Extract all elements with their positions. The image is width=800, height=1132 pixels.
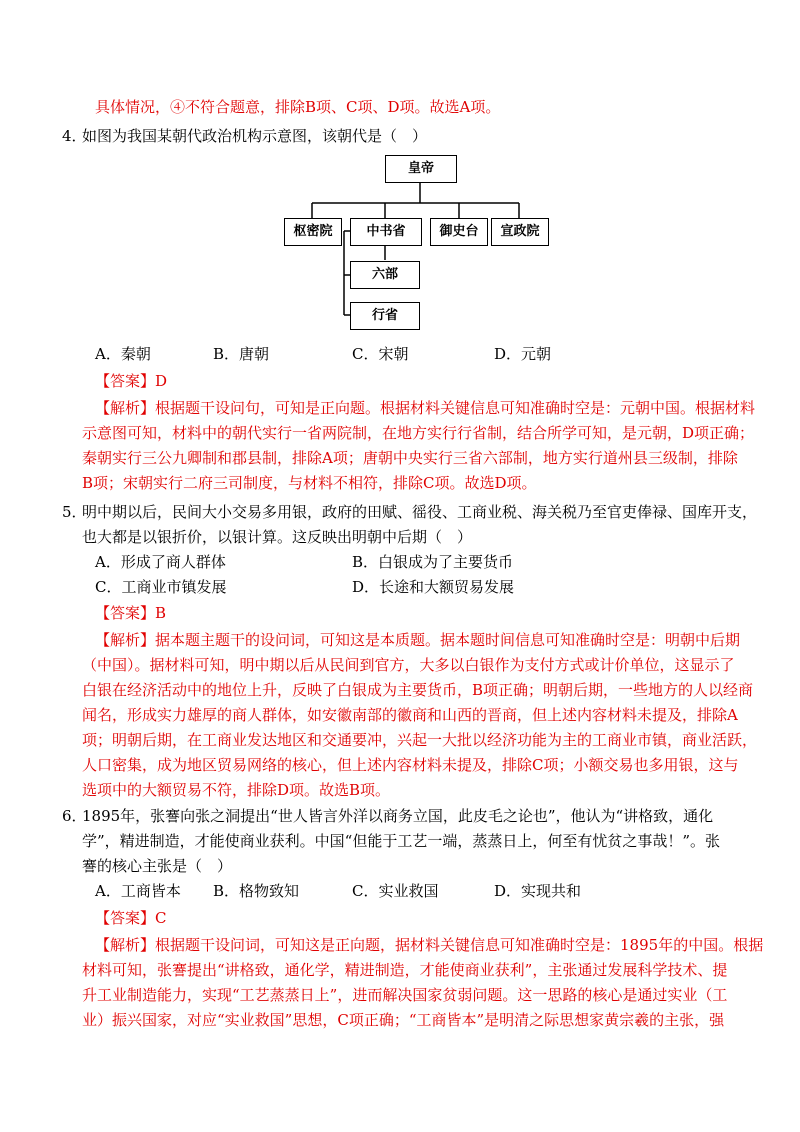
q5-answer [95, 603, 166, 623]
q5-analysis-line-2: （中国）。据材料可知，明中期以后从民间到官方，大多以白银作为支付方式或计价单位，这显示了 [82, 656, 735, 674]
question-4-stem: 如图为我国某朝代政治机构示意图，该朝代是（ ） [82, 127, 428, 145]
analysis-tag: 【解析】 [95, 399, 156, 417]
diagram-node-emperor: 皇帝 [385, 155, 457, 183]
q4-option-a[interactable]: A．秦朝 [95, 345, 151, 363]
q4-answer [95, 371, 167, 391]
diagram-node-yushitai: 御史台 [430, 218, 488, 246]
question-5-stem-line-2: 也大都是以银折价，以银计算。这反映出明朝中后期（ ） [82, 528, 473, 546]
q6-analysis-line-3: 升工业制造能力，实现“工艺蒸蒸日上”，进而解决国家贫弱问题。这一思路的核心是通过实业（工 [82, 986, 728, 1004]
analysis-tag: 【解析】 [95, 936, 156, 954]
q4-analysis-line-4: B项；宋朝实行二府三司制度，与材料不相符，排除C项。故选D项。 [82, 474, 537, 492]
diagram-node-xuanzhengyuan: 宣政院 [491, 218, 549, 246]
q5-option-a[interactable]: A．形成了商人群体 [95, 553, 226, 571]
q4-option-c[interactable]: C．宋朝 [352, 345, 409, 363]
q4-analysis-line-3: 秦朝实行三公九卿制和郡县制，排除A项；唐朝中央实行三省六部制，地方实行道州县三级制，排除 [82, 449, 738, 467]
q5-option-d[interactable]: D．长途和大额贸易发展 [352, 578, 515, 596]
answer-tag: 【答案】 [95, 372, 156, 390]
question-5-stem-line-1: 明中期以后，民间大小交易多用银，政府的田赋、徭役、工商业税、海关税乃至官吏俸禄、国库开支， [82, 503, 758, 521]
q5-analysis-line-1 [95, 630, 740, 650]
analysis-text: 根据题干设问词，可知这是正向题，据材料关键信息可知准确时空是：1895年的中国。根据 [155, 936, 764, 954]
q4-option-d[interactable]: D．元朝 [494, 345, 552, 363]
q6-option-b[interactable]: B．格物致知 [213, 882, 300, 900]
q6-analysis-line-4: 业）振兴国家，对应“实业救国”思想，C项正确；“工商皆本”是明清之际思想家黄宗羲的主张，强 [82, 1011, 725, 1029]
answer-tag: 【答案】 [95, 604, 156, 622]
q6-option-c[interactable]: C．实业救国 [352, 882, 439, 900]
q4-analysis-line-2: 示意图可知，材料中的朝代实行一省两院制，在地方实行行省制，结合所学可知，是元朝，D项正确； [82, 424, 755, 442]
analysis-tag: 【解析】 [95, 631, 156, 649]
diagram-node-shumiyuan: 枢密院 [284, 218, 342, 246]
answer-value: D [155, 372, 168, 390]
diagram-node-liubu: 六部 [350, 261, 420, 289]
q4-option-b[interactable]: B．唐朝 [213, 345, 270, 363]
q5-analysis-line-3: 白银在经济活动中的地位上升，反映了白银成为主要货币，B项正确；明朝后期，一些地方的人以经商 [82, 681, 754, 699]
question-6-stem-line-3: 謇的核心主张是（ ） [82, 857, 233, 875]
analysis-text: 根据题干设问句，可知是正向题。根据材料关键信息可知准确时空是：元朝中国。根据材料 [155, 399, 756, 417]
answer-tag: 【答案】 [95, 909, 156, 927]
q5-analysis-line-7: 选项中的大额贸易不符，排除D项。故选B项。 [82, 781, 391, 799]
q6-analysis-line-1 [95, 935, 763, 955]
diagram-node-xingsheng: 行省 [350, 302, 420, 330]
q5-analysis-line-4: 闻名，形成实力雄厚的商人群体，如安徽南部的徽商和山西的晋商，但上述内容材料未提及，排除A [82, 706, 738, 724]
answer-value: B [155, 604, 167, 622]
q6-option-d[interactable]: D．实现共和 [494, 882, 582, 900]
q6-analysis-line-2: 材料可知，张謇提出“讲格致，通化学，精进制造，才能使商业获利”，主张通过发展科学技术、提 [82, 961, 728, 979]
question-4-number: 4． [62, 127, 87, 145]
question-5-number: 5． [62, 503, 87, 521]
q5-analysis-line-6: 人口密集，成为地区贸易网络的核心，但上述内容材料未提及，排除C项；小额交易也多用银，这与 [82, 756, 739, 774]
question-6-number: 6． [62, 807, 87, 825]
question-6-stem-line-1: 1895年，张謇向张之洞提出“世人皆言外洋以商务立国，此皮毛之论也”，他认为“讲格致，通化 [82, 807, 714, 825]
q5-option-c[interactable]: C．工商业市镇发展 [95, 578, 227, 596]
previous-analysis-tail: 具体情况，④不符合题意，排除B项、C项、D项。故选A项。 [95, 98, 501, 116]
answer-value: C [155, 909, 167, 927]
q5-option-b[interactable]: B．白银成为了主要货币 [352, 553, 514, 571]
q6-option-a[interactable]: A．工商皆本 [95, 882, 181, 900]
q6-answer [95, 908, 167, 928]
question-6-stem-line-2: 学”，精进制造，才能使商业获利。中国“但能于工艺一端，蒸蒸日上，何至有忧贫之事哉！”。张 [82, 832, 721, 850]
analysis-text: 据本题主题干的设问词，可知这是本质题。据本题时间信息可知准确时空是：明朝中后期 [155, 631, 741, 649]
q4-analysis-line-1 [95, 398, 755, 418]
diagram-node-zhongshusheng: 中书省 [350, 218, 422, 246]
q5-analysis-line-5: 项；明朝后期，在工商业发达地区和交通要冲，兴起一大批以经济功能为主的工商业市镇，商业活跃， [82, 731, 758, 749]
